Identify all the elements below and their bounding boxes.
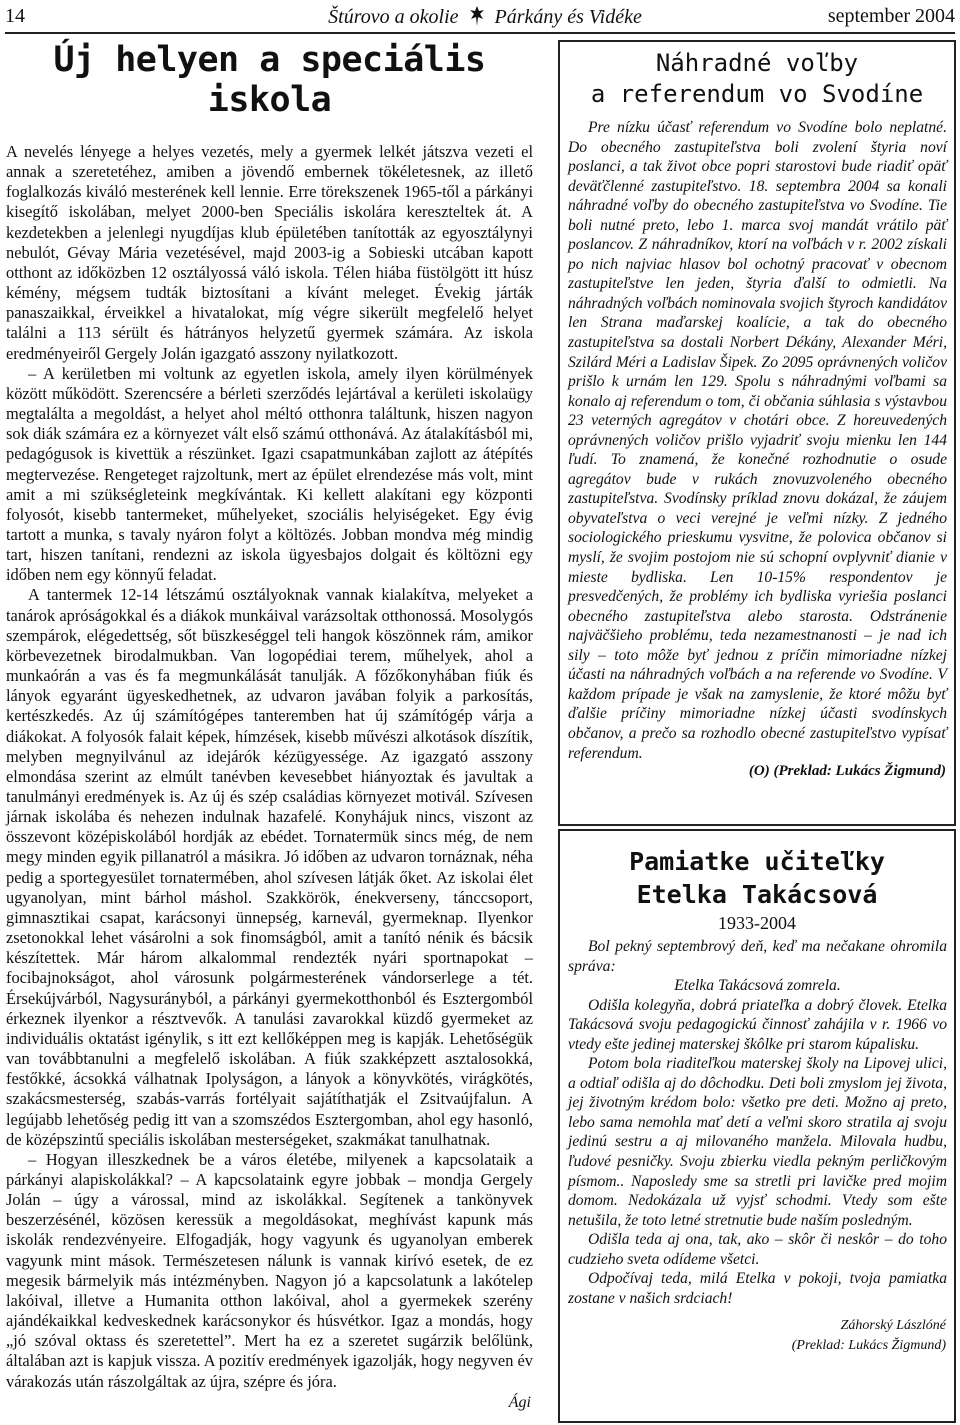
memorial-paragraph: Etelka Takácsová zomrela.: [674, 977, 841, 995]
memorial-paragraph: Odišla teda aj ona, tak, ako – skôr či neskôr – do toho cudzieho sveta odídeme všetci.: [568, 1231, 947, 1268]
memorial-paragraph: Odpočívaj teda, milá Etelka v pokoji, tvoja pamiatka zostane v našich srdciach!: [568, 1270, 947, 1307]
article-signature: Ági: [508, 1393, 531, 1411]
article-title: Új helyen a speciális iskola: [53, 40, 486, 120]
memorial-paragraph: Odišla kolegyňa, dobrá priateľka a dobrý človek. Etelka Takácsová svoju pedagogickú činnosť zahájila v r. 1966 vo vtedy ešte jedinej materskej škôlke pri starom kúpalisku.: [568, 996, 947, 1053]
page-header: [5, 0, 955, 40]
memorial-title-line1: Pamiatke učiteľky: [629, 847, 885, 876]
referendum-title-line1: Náhradné voľby: [655, 49, 859, 77]
memorial-signature-name: Záhorský Lászlóné: [840, 1318, 946, 1334]
issue-date: september 2004: [827, 5, 955, 27]
publication-name: [305, 5, 665, 29]
referendum-body: [560, 118, 954, 763]
memorial-years: 1933-2004: [718, 913, 796, 933]
publication-name-hungarian: Párkány és Vidéke: [494, 6, 642, 28]
article-paragraph: A nevelés lényege a helyes vezetés, mely a gyermek lelkét játszva vezeti el annak a szeretetéhez, amiben a jövendő embernek tökéletesnek, az illető foglalkozás kiváló mesterének kell lennie. Erre törekszenek 1965-től a párkányi kisegítő iskolában, melyet 2000-ben Speciális iskolára kereszteltek át. A kezdetekben a jelenlegi nyugdíjas klub épületében tanították az egyosztálynyi nebulót, Gévay Mária vezetésével, majd 2003-ig a Sobieski utcában kapott otthont az időközben 12 osztályossá váló iskola. Télen hiába füstölgött itt húsz kémény, mégsem tudták biztosítani a kívánt meleget. Évekig járták panaszaikkal, érveikkel a hivatalokat, míg végre sikerült megfelelő helyet találni a 113 sérült és hátrányos helyzetű gyermek számára. Az iskola eredményeiről Gergely Jolán igazgató asszony nyilatkozott.: [6, 142, 533, 363]
memorial-body: [560, 937, 954, 1308]
town-emblem-icon: [468, 5, 486, 27]
memorial-title: [560, 831, 954, 911]
memorial-box: [558, 829, 956, 1423]
article-paragraph: A tantermek 12-14 létszámú osztályoknak vannak kialakítva, melyeket a tanárok apróságokkal és a diákok munkáival varázsoltak otthonossá. Mosolygós szempárok, elégedettség, sőt büszkeséggel teli hangok köszönnek rám, amikor körbevezetnek birodalmukban. Van logopédiai terem, műhelyek, ahol a munkaórán a vas és fa megmunkálását tanulják. A főzőkonyhában fiúk és lányok egyaránt ügyeskedhetnek, az udvaron javában folyik a parkosítás, kertészkedés. Az új számítógépes tanteremben hat új számítógép várja a diákokat. A folyosók falait képek, hímzések, kisebb művészi alkotások díszítik, melyben megnyilvánul az idejárók kézügyessége. Az igazgató asszony elmondása szerint az elmúlt tanévben kevesebbet hiányoztak és javultak a tanulmányi eredmények is. Az új és szép családias környezet motivál. Szívesen járnak iskolába és nehezen indulnak hazafelé. Konyhájuk nincs, viszont az összevont középiskolából hordják az ebédet. Tornatermük sincs még, de nem megy minden egyik pillanatról a másikra. Jó időben az udvaron tornáznak, néha pedig a sportegyesület tornatermében, ahol szívesen látják őket. Az iskolai élet ugyanolyan, mint bárhol máshol. Szakkörök, énekverseny, tánccsoport, gimnasztikai csapat, karácsonyi ünnepség, karnevál, gyermeknap. Ilyenkor zsetonokkal lehet vásárolni a sok finomságból, amit a tanító nénik és bácsik készítettek. Már három alkalommal rendezték nyári sportnapokat – focibajnokságot, ahol városunk polgármesterének vándorserlege a tét. Érsekújvárból, Nagysurányból, a párkányi gyermekotthonból és Esztergomból érkeznek ilyenkor a résztvevők. A tanulási zavarokkal küzdő gyermeket az individuális oktatást igénylik, s itt ezt kellőképpen meg is kapják. Lehetőségük van továbbtanulni a megfelelő iskolában. A fiúk szakképzett asztalosokká, festőkké, ácsokká válhatnak Ipolyságon, a lányok a könyvkötés, virágkötés, szakácsmesterség, szabás-varrás fortélyait sajátíthatják el Zsitvaújfalun. A legújabb lehetőség pedig itt van a szomszédos Esztergomban, ahol egy hasonló, de középszintű speciális iskolában mesterségeket, szakmákat tanulhatnak.: [6, 585, 533, 1149]
memorial-signature: [560, 1316, 954, 1356]
article-paragraph: – Hogyan illeszkednek be a város életébe, milyenek a kapcsolataik a párkányi alapiskolákkal? – A kapcsolataink egyre jobbak – mondja Gergely Jolán – úgy a várossal, mind az iskolákkal. Segítenek a tankönyvek beszerzésénél, közösen keressük a megoldásokat, meghívást kapunk más iskolák rendezvényeire. Elfogadják, hogy vagyunk és ugyanolyan emberek vagyunk mint mások. Természetesen nálunk is vannak kirívó esetek, de ez megesik bármelyik más intézményben. Nagyon jó a kapcsolatunk a lakótelep lakóival, illetve a Humanita otthon lakóival, ahol a gyermekek szerény ajándékaikkal kedveskednek karácsonykor és húsvétkor. Igaz a mondás, hogy „jó szóval oktass és szeretettel”. Mert ha ez a szeretet sugárzik belőlünk, általában azt is kapjuk vissza. A pozitív eredmények igazolják, hogy negyven év várakozás után rászolgáltak az újra, szépre és jóra.: [6, 1149, 533, 1391]
memorial-signature-translation: (Preklad: Lukács Žigmund): [791, 1338, 946, 1354]
publication-name-slovak: Štúrovo a okolie: [328, 6, 459, 28]
referendum-text: Pre nízku účasť referendum vo Svodíne bolo neplatné. Do obecného zastupiteľstva boli zvolení štyria noví poslanci, a tak život obce popri starostovi bude riadiť opäť deväťčlenné zastupiteľstvo. 18. septembra 2004 sa konali náhradné voľby do obecného zastupiteľstva vo Svodíne. Tie boli nutné preto, lebo 1. marca svoj mandát vrátilo päť poslancov. Z náhradníkov, ktorí na voľbách v r. 2002 získali po nich najviac hlasov bol ochotný pracovať v obecnom zastupiteľstve len jeden, štyria ďalší to odmietli. Na náhradných voľbách nominovala svojich štyroch kandidátov len Strana maďarskej koalície, a tak do obecného zastupiteľstva sa dostali Norbert Dékány, Alexander Méri, Szilárd Méri a Ladislav Šipek. Zo 2095 oprávnených voličov prišlo k urnám len 129. Spolu s náhradnými voľbami sa konalo aj referendum o tom, či občania súhlasia s výstavbou 23 veterných agregátov v chotári obce. Z horeuvedených oprávnených voličov prišlo vyjadriť svoju mienku len 144 ľudí. To znamená, že konečné rozhodnutie o osude agregátov bude v rukách znovuzvoleného obecného zastupiteľstva. Svodínsky príklad znovu dokázal, že záujem obyvateľstva o veci verejné je veľmi nízky. Z jedného sociologického prieskumu vysvitne, že polovica občanov si myslí, že svojim postojom nie sú schopní ovplyvniť dianie v mieste bydliska. Len 10-15% respondentov je presvedčených, že problémy ich bydliska vyriešia poslanci obecného zastupiteľstva alebo starosta. Odstránenie najväčšieho problému, teda nezamestnanosti – je nad ich sily – toto môže byť jednou z príčin mimoriadne nízkej účasti na náhradných voľbách a na referende vo Svodíne. V každom prípade je však na zamyslenie, že ktoré môžu byť ďalšie príčiny mimoriadne nízkej účasti svodínskych občanov, a prečo sa rozhodlo obecné zastupiteľstvo vypísať referendum.: [568, 119, 947, 762]
referendum-box: [558, 40, 956, 826]
article-paragraph: – A kerületben mi voltunk az egyetlen iskola, amely ilyen körülmények között működött. Szerencsére a bérleti szerződés lejártával a kerületi iskolaügy megtalálta a megoldást, a helyet ahol méltó otthonra találtunk, hiszen nagyon sok diák számára ez a környezet vált első számú otthonává. Az átalakításból mi, pedagógusok is kivettük a részünket. Igazi csapatmunkában zajlott az átépítés megtervezése. Rengeteget rajzoltunk, mert az épület elrendezése más volt, mint amit a mi szükségleteink megkívántak. Ki kellett alakítani egy központi folyosót, kisebb tantermeket, műhelyeket, szociális helyiségeket. Egy évig tartott a munka, s tavaly nyáron folyt a költözés. Jobban mondva még mindig tart, hiszen tanítani, rendezni az iskola ügyesbajos dolgait és költözni egy időben nem egy könnyű feladat.: [6, 363, 533, 585]
memorial-paragraph: Potom bola riaditeľkou materskej školy na Lipovej ulici, a odtiaľ odišla aj do dôchodku. Deti boli zmyslom jej života, jej životným krédom bolo: všetko pre deti. Možno aj preto, lebo sama nemohla mať detí a veľmi skoro stratila aj svoju jedinú sestru a aj milovaného manžela. Milovala hudbu, ľudové pesničky. Svoju zbierku viedla pekným perličkovým písmom.. Naposledy sme sa stretli pri lavičke pred mojim domom. Nedokázala už vyjsť schodmi. Vtedy som ešte netušila, že toto letné stretnutie bude naším posledným.: [568, 1055, 947, 1229]
referendum-title: [560, 42, 954, 110]
referendum-signature: (O) (Preklad: Lukács Žigmund): [748, 763, 946, 780]
article-school: [6, 40, 533, 1412]
header-rule: [5, 32, 955, 34]
page-number: 14: [5, 5, 25, 27]
article-body: [6, 142, 533, 1392]
referendum-title-line2: a referendum vo Svodíne: [590, 80, 924, 108]
memorial-title-line2: Etelka Takácsová: [636, 880, 878, 909]
memorial-paragraph: Bol pekný septembrový deň, keď ma nečakane ohromila správa:: [568, 938, 947, 975]
